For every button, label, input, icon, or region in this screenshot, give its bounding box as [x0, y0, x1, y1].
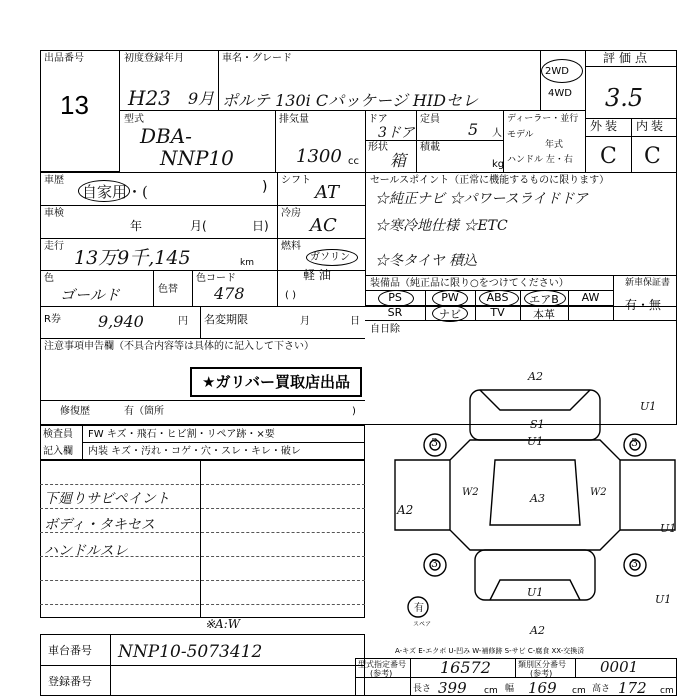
fuel-value-1: ガソリン: [310, 252, 350, 263]
mark-wheel-fl: 3: [431, 436, 438, 449]
int-grade: C: [644, 144, 661, 169]
car-name-value: ポルテ 130i Cパッケージ HIDセレ: [222, 91, 478, 110]
history-circle: [78, 180, 130, 202]
capacity-label: 定員: [420, 114, 440, 125]
history-close: ): [262, 179, 268, 195]
color-code-label: 色コード: [196, 273, 236, 284]
lot-label: 出品番号: [44, 53, 84, 64]
reg-period-label: 名変期限: [204, 313, 248, 326]
type-cert-value: 16572: [440, 658, 491, 677]
ext-grade: C: [600, 144, 617, 169]
displacement-label: 排気量: [279, 114, 309, 125]
ext-label: 外装: [590, 119, 621, 133]
score-label: 評価点: [603, 51, 652, 65]
circle-navi: [432, 305, 468, 322]
aircon-value: AC: [310, 215, 337, 236]
reg-period-day: 日: [350, 316, 360, 327]
registration-label: 登録番号: [48, 675, 92, 688]
mark-w2-right: W2: [590, 487, 607, 498]
equip-abs: ABS: [486, 291, 509, 304]
load-label: 積載: [420, 142, 440, 153]
shaken-year: 年: [130, 219, 143, 233]
body-type-value: 箱: [390, 151, 407, 170]
shift-value: AT: [315, 182, 340, 203]
capacity-value: 5: [468, 120, 479, 139]
sales-point-3: ☆冬タイヤ 積込: [375, 253, 478, 269]
model-value-1: DBA-: [140, 124, 192, 148]
displacement-unit: cc: [348, 156, 359, 167]
damage-legend: A-キズ E-エクボ U-凹み W-補修跡 S-サビ C-腐食 XX-交換済: [395, 647, 585, 655]
car-name-label: 車名・グレード: [222, 53, 292, 64]
drive-2wd-circle: [541, 59, 583, 83]
load-unit: kg: [492, 159, 505, 170]
doors-label: ドア: [368, 114, 388, 125]
repair-close: ): [352, 406, 356, 417]
color-value: ゴールド: [60, 286, 120, 304]
year-label: 年式: [545, 140, 564, 150]
drive-4wd: 4WD: [548, 88, 572, 99]
model-value-2: NNP10: [160, 146, 234, 170]
first-reg-label: 初度登録年月: [124, 53, 184, 64]
chassis-label: 車台番号: [48, 644, 92, 657]
lot-number: 13: [60, 90, 89, 120]
mark-rear-a2: A2: [530, 624, 545, 637]
history-value: 自家用・(: [82, 183, 148, 201]
inspector-label-2: 記入欄: [43, 446, 73, 457]
note-3: ハンドルスレ: [44, 543, 128, 559]
fuel-circle: [306, 249, 358, 266]
dims-len-unit: cm: [484, 686, 498, 696]
fuel-label: 燃料: [281, 241, 301, 252]
circle-abs: [479, 290, 519, 307]
note-2: ボディ・タキセス: [44, 517, 155, 533]
inspector-row-1: FW キズ・飛石・ヒビ割・リペア跡・×要: [88, 429, 275, 440]
dims-hgt-label: 高さ: [592, 684, 611, 694]
chassis-value: NNP10-5073412: [118, 642, 263, 662]
mark-s1: S1: [530, 418, 545, 431]
score-value: 3.5: [605, 84, 644, 112]
mark-wheel-rr: 3: [631, 557, 638, 570]
sales-point-label: セールスポイント（正常に機能するものに限ります）: [370, 175, 610, 186]
color-label: 色: [44, 273, 54, 284]
color-change-label: 色替: [158, 284, 178, 295]
dims-hgt-unit: cm: [660, 686, 674, 696]
inspector-row-2: 内装 キズ・汚れ・コゲ・穴・スレ・キレ・破レ: [88, 446, 301, 457]
recycle-unit: 円: [178, 316, 188, 327]
sales-point-1: ☆純正ナビ ☆パワースライドドア: [375, 191, 588, 207]
aircon-label: 冷房: [281, 208, 301, 219]
type-cert-sub: (参考): [370, 669, 393, 678]
history-label: 車歴: [44, 175, 64, 186]
class-num-value: 0001: [600, 658, 639, 676]
mark-left-a2: A2: [397, 503, 414, 517]
capacity-unit: 人: [492, 128, 502, 139]
equip-aw: AW: [581, 291, 600, 304]
dims-wid-unit: cm: [572, 686, 586, 696]
fuel-value-2: 軽 油: [303, 268, 331, 282]
dims-hgt-value: 172: [618, 679, 647, 697]
notes-label: 注意事項申告欄（不具合内容等は具体的に記入して下さい）: [44, 341, 314, 352]
equip-pw: PW: [441, 291, 459, 304]
dims-wid-value: 169: [528, 679, 557, 697]
mark-right-u1-a: U1: [660, 522, 677, 535]
chassis-note: ※A:W: [205, 617, 241, 631]
mark-rear-u1: U1: [527, 586, 544, 599]
type-cert-label: 型式指定番号: [358, 660, 406, 669]
note-1: 下廻りサビペイント: [44, 491, 170, 507]
drive-2wd: 2WD: [545, 66, 569, 77]
spare-label: 有: [414, 603, 424, 614]
body-type-label: 形状: [368, 142, 388, 153]
dims-len-value: 399: [438, 679, 467, 697]
mileage-unit: km: [240, 258, 254, 268]
equip-tv: TV: [490, 306, 505, 319]
mark-wheel-rl: 3: [431, 557, 438, 570]
mileage-value: 13万9千,145: [74, 247, 191, 269]
equip-sr: SR: [387, 306, 403, 319]
shaken-label: 車検: [44, 208, 64, 219]
shift-label: シフト: [281, 175, 311, 186]
mark-w2-left: W2: [462, 487, 479, 498]
recycle-label: R券: [44, 314, 61, 325]
color-code-value: 478: [214, 284, 245, 303]
mark-u1-b: U1: [640, 400, 657, 413]
delivery-label: 自日除: [370, 324, 400, 335]
sales-point-2: ☆寒冷地仕様 ☆ETC: [375, 218, 508, 234]
dealer-label: ディーラー・並行: [507, 114, 579, 124]
new-warranty-value: 有・無: [625, 298, 662, 312]
recycle-value: 9,940: [98, 312, 144, 331]
reg-period-month: 月: [300, 316, 310, 327]
equip-airbag: エアB: [529, 293, 559, 306]
int-label: 内装: [636, 119, 667, 133]
first-reg-month: 9月: [188, 89, 215, 108]
model-label: 型式: [124, 114, 144, 125]
handle-label: ハンドル 左・右: [507, 155, 573, 165]
first-reg-era: H23: [128, 86, 171, 110]
doors-value: 3ドア: [378, 125, 415, 141]
repair-value: 有（箇所: [124, 406, 164, 417]
class-num-sub: (参考): [530, 669, 553, 678]
fuel-paren: ( ): [285, 290, 296, 301]
mark-right-u1-b: U1: [655, 593, 672, 606]
mark-u1-a: U1: [527, 435, 544, 448]
shaken-month: 月(: [190, 219, 207, 233]
circle-ps: [378, 290, 414, 307]
dims-wid-label: 幅: [505, 684, 515, 694]
class-num-label: 類別区分番号: [518, 660, 566, 669]
equipment-label: 装備品（純正品に限り○をつけてください）: [370, 278, 569, 289]
equip-ps: PS: [388, 291, 402, 304]
equip-leather: 本革: [533, 308, 555, 321]
dims-len-label: 長さ: [413, 684, 432, 694]
repair-label: 修復歴: [60, 406, 90, 417]
mark-a3: A3: [530, 492, 545, 505]
shaken-day: 日): [252, 219, 269, 233]
spare-sub: スペア: [413, 621, 432, 628]
mark-wheel-fr: 3: [631, 436, 638, 449]
model-year-label: モデル: [507, 130, 534, 140]
mark-front: A2: [528, 370, 543, 383]
inspector-label: 検査員: [43, 429, 73, 440]
mileage-label: 走行: [44, 241, 64, 252]
displacement-value: 1300: [296, 146, 342, 167]
equip-navi: ナビ: [439, 308, 461, 321]
new-warranty-label: 新車保証書: [625, 278, 671, 288]
gulliver-stamp: ★ガリバー買取店出品: [190, 367, 362, 397]
circle-airbag: [524, 290, 566, 307]
